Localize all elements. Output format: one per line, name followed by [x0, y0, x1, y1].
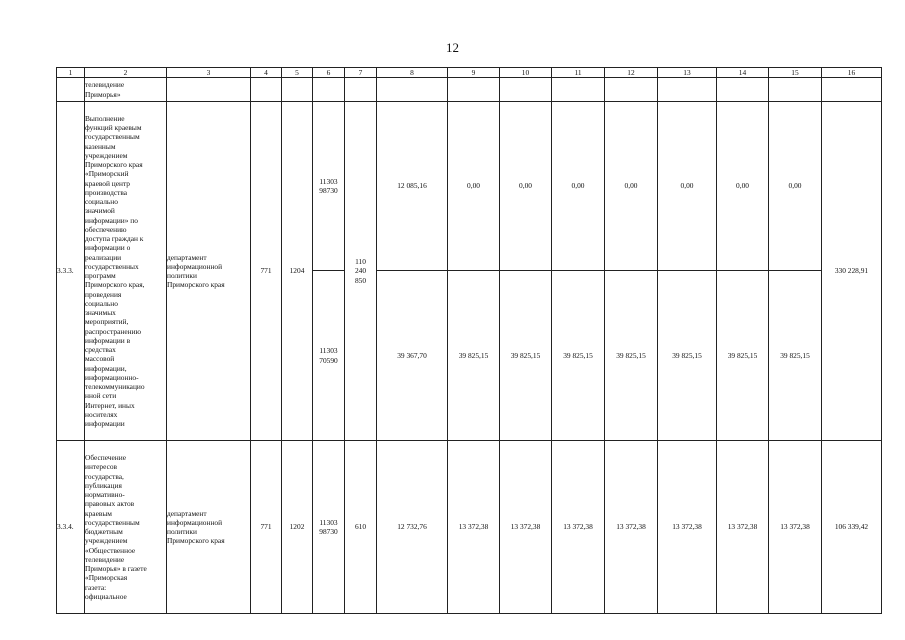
table-row: [57, 102, 882, 271]
cell-c7: 610: [345, 441, 377, 614]
value-cell: 0,00: [605, 102, 658, 271]
budget-table: [56, 67, 882, 614]
value-cell: 13 372,38: [500, 441, 552, 614]
header-cell: 13: [658, 68, 717, 78]
department: департамент информационной политики Приморского края: [167, 441, 251, 614]
value-cell: 0,00: [448, 102, 500, 271]
item-number: 3.3.3.: [57, 102, 85, 441]
value-cell: 13 372,38: [658, 441, 717, 614]
header-cell: 2: [85, 68, 167, 78]
header-cell: 10: [500, 68, 552, 78]
table-row: [57, 441, 882, 614]
value-cell: 13 372,38: [605, 441, 658, 614]
department: департамент информационной политики Приморского края: [167, 102, 251, 441]
item-name: Выполнение функций краевым государственным казенным учреждением Приморского края «Приморский краевой центр производства социально значимой информации» по обеспечению доступа граждан к информации о реализации государственных программ Приморского края, проведения социально значимых мероприятий, распространению информации в средствах массовой информации, информационно- телекоммуникацио нной сети Интернет, иных носителях информации: [85, 102, 167, 441]
value-cell: 39 367,70: [377, 271, 448, 441]
value-cell: 39 825,15: [552, 271, 605, 441]
item-number: 3.3.4.: [57, 441, 85, 614]
header-cell: 5: [282, 68, 313, 78]
value-cell: 39 825,15: [500, 271, 552, 441]
value-cell: 0,00: [500, 102, 552, 271]
cell-c6: 11303 98730: [313, 102, 345, 271]
value-cell: 0,00: [552, 102, 605, 271]
value-cell: 13 372,38: [448, 441, 500, 614]
value-cell: 13 372,38: [552, 441, 605, 614]
header-cell: 14: [717, 68, 769, 78]
header-cell: 7: [345, 68, 377, 78]
total-cell: 330 228,91: [822, 102, 882, 441]
header-cell: 4: [251, 68, 282, 78]
value-cell: 12 085,16: [377, 102, 448, 271]
value-cell: 12 732,76: [377, 441, 448, 614]
header-cell: 3: [167, 68, 251, 78]
item-name: Обеспечение интересов государства, публикация нормативно- правовых актов краевым государственным бюджетным учреждением «Общественное телевидение Приморья» в газете «Приморская газета: официальное: [85, 441, 167, 614]
header-cell: 16: [822, 68, 882, 78]
value-cell: 0,00: [717, 102, 769, 271]
header-cell: 6: [313, 68, 345, 78]
cell-c5: 1202: [282, 441, 313, 614]
value-cell: 39 825,15: [658, 271, 717, 441]
cell-c7: 110 240 850: [345, 102, 377, 441]
header-row: [57, 68, 882, 78]
header-cell: 1: [57, 68, 85, 78]
value-cell: 39 825,15: [605, 271, 658, 441]
value-cell: 0,00: [769, 102, 822, 271]
value-cell: 13 372,38: [769, 441, 822, 614]
item-name-continued: телевидение Приморья»: [85, 78, 167, 102]
header-cell: 15: [769, 68, 822, 78]
value-cell: 39 825,15: [448, 271, 500, 441]
cell-c4: 771: [251, 102, 282, 441]
header-cell: 12: [605, 68, 658, 78]
value-cell: 39 825,15: [769, 271, 822, 441]
value-cell: 13 372,38: [717, 441, 769, 614]
cell-c6: 11303 98730: [313, 441, 345, 614]
header-cell: 9: [448, 68, 500, 78]
cell-c5: 1204: [282, 102, 313, 441]
header-cell: 8: [377, 68, 448, 78]
cell-c6: 11303 70590: [313, 271, 345, 441]
page-number: 12: [446, 40, 459, 55]
total-cell: 106 339,42: [822, 441, 882, 614]
cell-c4: 771: [251, 441, 282, 614]
value-cell: 0,00: [658, 102, 717, 271]
value-cell: 39 825,15: [717, 271, 769, 441]
header-cell: 11: [552, 68, 605, 78]
table-row: [57, 78, 882, 102]
